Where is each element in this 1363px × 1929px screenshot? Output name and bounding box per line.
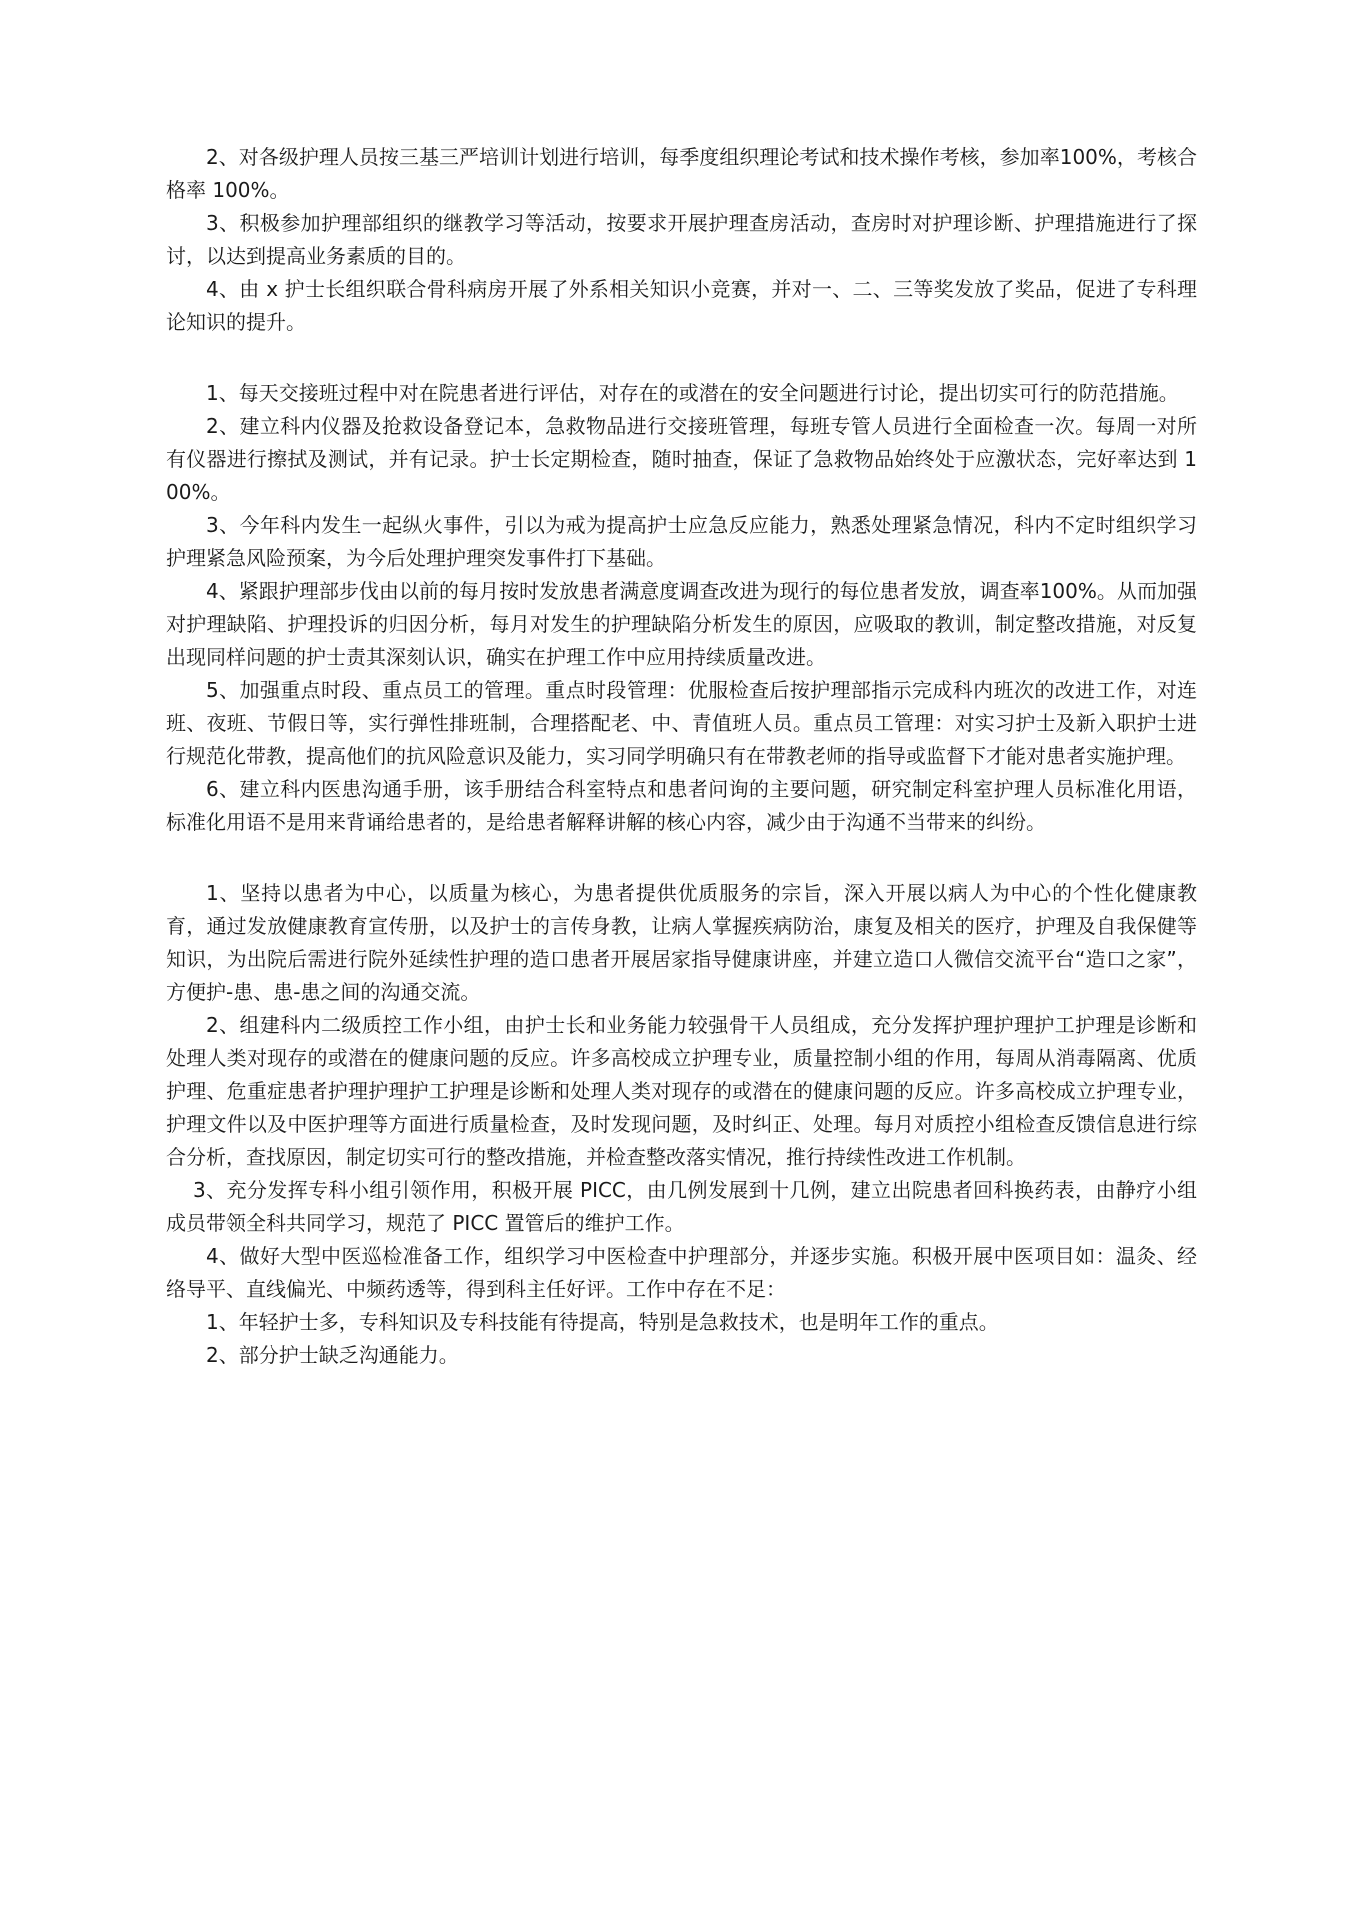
- paragraph: 4、做好大型中医巡检准备工作，组织学习中医检查中护理部分，并逐步实施。积极开展中医项目如：温灸、经络导平、直线偏光、中频药透等，得到科主任好评。工作中存在不足：: [166, 1244, 1197, 1301]
- paragraph: 3、充分发挥专科小组引领作用，积极开展 PICC，由几例发展到十几例，建立出院患者回科换药表，由静疗小组成员带领全科共同学习，规范了 PICC 置管后的维护工作。: [166, 1178, 1197, 1235]
- section-gap: [166, 339, 1197, 377]
- paragraph: 2、对各级护理人员按三基三严培训计划进行培训，每季度组织理论考试和技术操作考核，参加率100%，考核合格率 100%。: [166, 145, 1197, 202]
- paragraph: 2、部分护士缺乏沟通能力。: [206, 1343, 459, 1367]
- section-safety: [166, 377, 1197, 839]
- section-quality: [166, 877, 1197, 1372]
- section-training: [166, 141, 1197, 339]
- paragraph: 5、加强重点时段、重点员工的管理。重点时段管理：优服检查后按护理部指示完成科内班次的改进工作，对连班、夜班、节假日等，实行弹性排班制，合理搭配老、中、青值班人员。重点员工管理：对实习护士及新入职护士进行规范化带教，提高他们的抗风险意识及能力，实习同学明确只有在带教老师的指导或监督下才能对患者实施护理。: [166, 678, 1197, 768]
- paragraph: 3、今年科内发生一起纵火事件，引以为戒为提高护士应急反应能力，熟悉处理紧急情况，科内不定时组织学习护理紧急风险预案，为今后处理护理突发事件打下基础。: [166, 513, 1197, 570]
- paragraph: 1、每天交接班过程中对在院患者进行评估，对存在的或潜在的安全问题进行讨论，提出切实可行的防范措施。: [206, 381, 1179, 405]
- paragraph: 4、由 x 护士长组织联合骨科病房开展了外系相关知识小竞赛，并对一、二、三等奖发放了奖品，促进了专科理论知识的提升。: [166, 277, 1197, 334]
- paragraph: 1、年轻护士多，专科知识及专科技能有待提高，特别是急救技术，也是明年工作的重点。: [206, 1310, 999, 1334]
- paragraph: 1、坚持以患者为中心，以质量为核心，为患者提供优质服务的宗旨，深入开展以病人为中心的个性化健康教育，通过发放健康教育宣传册，以及护士的言传身教，让病人掌握疾病防治，康复及相关的医疗，护理及自我保健等知识，为出院后需进行院外延续性护理的造口患者开展居家指导健康讲座，并建立造口人微信交流平台“造口之家”，方便护-患、患-患之间的沟通交流。: [166, 881, 1197, 1004]
- paragraph: 6、建立科内医患沟通手册，该手册结合科室特点和患者问询的主要问题，研究制定科室护理人员标准化用语，标准化用语不是用来背诵给患者的，是给患者解释讲解的核心内容，减少由于沟通不当带来的纠纷。: [166, 777, 1197, 834]
- paragraph: 4、紧跟护理部步伐由以前的每月按时发放患者满意度调查改进为现行的每位患者发放，调查率100%。从而加强对护理缺陷、护理投诉的归因分析，每月对发生的护理缺陷分析发生的原因，应吸取的教训，制定整改措施，对反复出现同样问题的护士责其深刻认识，确实在护理工作中应用持续质量改进。: [166, 579, 1197, 669]
- paragraph: 2、建立科内仪器及抢救设备登记本，急救物品进行交接班管理，每班专管人员进行全面检查一次。每周一对所有仪器进行擦拭及测试，并有记录。护士长定期检查，随时抽查，保证了急救物品始终处于应激状态，完好率达到 100%。: [166, 414, 1197, 504]
- section-gap: [166, 839, 1197, 877]
- paragraph: 2、组建科内二级质控工作小组，由护士长和业务能力较强骨干人员组成，充分发挥护理护理护工护理是诊断和处理人类对现存的或潜在的健康问题的反应。许多高校成立护理专业，质量控制小组的作用，每周从消毒隔离、优质护理、危重症患者护理护理护工护理是诊断和处理人类对现存的或潜在的健康问题的反应。许多高校成立护理专业，护理文件以及中医护理等方面进行质量检查，及时发现问题，及时纠正、处理。每月对质控小组检查反馈信息进行综合分析，查找原因，制定切实可行的整改措施，并检查整改落实情况，推行持续性改进工作机制。: [166, 1013, 1197, 1169]
- paragraph: 3、积极参加护理部组织的继教学习等活动，按要求开展护理查房活动，查房时对护理诊断、护理措施进行了探讨，以达到提高业务素质的目的。: [166, 211, 1197, 268]
